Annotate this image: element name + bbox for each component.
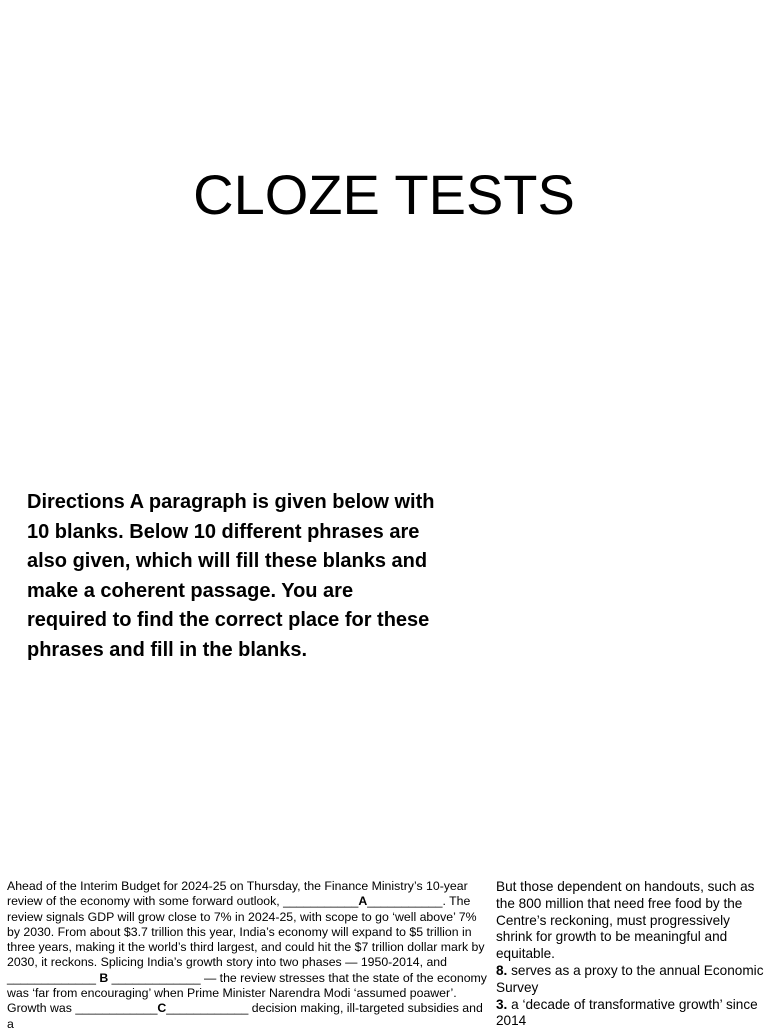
blank-label-a: A <box>358 894 368 909</box>
phrase-options <box>496 879 764 1030</box>
option-text: serves as a proxy to the annual Economic Survey <box>496 962 764 995</box>
passage-paragraph <box>7 879 487 1032</box>
option-item <box>496 963 764 997</box>
option-number: 3. <box>496 996 508 1012</box>
blank-label-c: C <box>157 1001 167 1016</box>
directions-text: Directions A paragraph is given below with 10 blanks. Below 10 different phrases are also given, which will fill these blanks and make a coherent passage. You are required to find the correct place for these phrases and fill in the blanks. <box>27 491 435 661</box>
option-number: 8. <box>496 962 508 978</box>
passage-segment: _____________ — the review stresses that the state of the economy was ‘far from encouraging’ when Prime Minister Narendra Modi ‘assumed poawer’. Growth was ____________ <box>7 970 487 1016</box>
passage-segment: ____________ decision making, ill-targeted subsidies and a <box>7 1001 483 1031</box>
option-item <box>496 997 764 1031</box>
page-title: CLOZE TESTS <box>193 163 575 226</box>
option-text: a ‘decade of transformative growth’ since 2014 <box>496 996 758 1029</box>
passage-segment: ___________. The review signals GDP will grow close to 7% in 2024-25, with scope to go ‘well above’ 7% by 2030. From about $3.7 trillion this year, India’s economy will expand to $5 trillion in three years, making it the world’s third largest, and could hit the $7 trillion dollar mark by 2030, it reckons. Splicing India’s growth story into two phases — 1950-2014, and _____________ <box>7 894 485 985</box>
blank-label-b: B <box>99 970 109 985</box>
passage-segment: Ahead of the Interim Budget for 2024-25 on Thursday, the Finance Ministry’s 10-year review of the economy with some forward outlook, ___________ <box>7 879 468 909</box>
options-intro: But those dependent on handouts, such as the 800 million that need free food by the Centre’s reckoning, must progressively shrink for growth to be meaningful and equitable. <box>496 879 755 962</box>
